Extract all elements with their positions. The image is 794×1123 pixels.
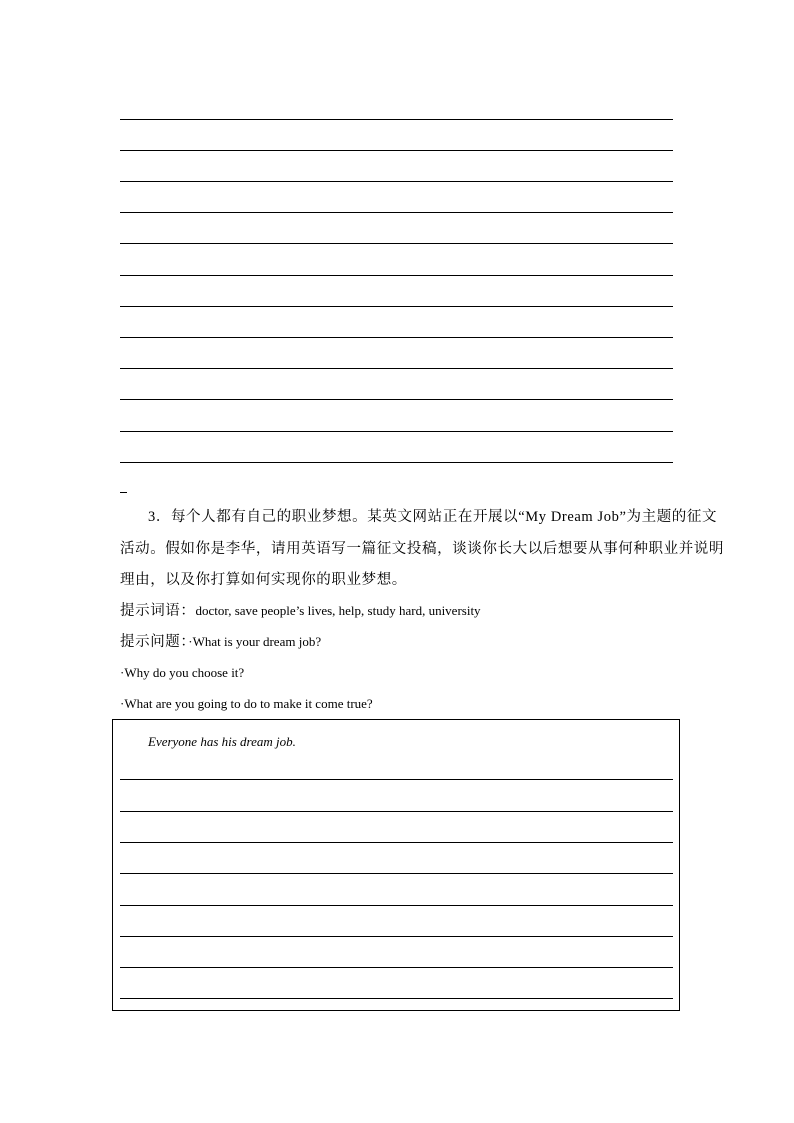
answer-line[interactable]	[120, 936, 673, 937]
keywords-text: doctor, save people’s lives, help, study hard, university	[195, 603, 481, 618]
writing-line	[120, 399, 673, 400]
answer-line[interactable]	[120, 842, 673, 843]
question-number: 3．	[148, 509, 171, 525]
writing-line	[120, 150, 673, 151]
question-prompt-line-3: 理由，以及你打算如何实现你的职业梦想。	[120, 572, 407, 588]
answer-line[interactable]	[120, 811, 673, 812]
writing-line	[120, 181, 673, 182]
writing-line	[120, 119, 673, 120]
hint-question-2: ·Why do you choose it?	[120, 665, 245, 680]
keywords-line	[120, 601, 481, 621]
writing-line	[120, 368, 673, 369]
answer-line[interactable]	[120, 967, 673, 968]
hint-question-3: ·What are you going to do to make it come true?	[120, 696, 373, 711]
answer-line[interactable]	[120, 998, 673, 999]
prompt-text-1: 每个人都有自己的职业梦想。某英文网站正在开展以“My Dream Job”为主题的征文	[170, 509, 718, 525]
writing-line	[120, 212, 673, 213]
answer-line[interactable]	[120, 905, 673, 906]
hint-question-text-1: ·What is your dream job?	[188, 634, 322, 649]
writing-line	[120, 243, 673, 244]
hint-question-1	[120, 632, 321, 652]
answer-line[interactable]	[120, 873, 673, 874]
writing-line	[120, 275, 673, 276]
keywords-label: 提示词语：	[120, 603, 196, 619]
short-dash	[120, 492, 127, 493]
essay-starter: Everyone has his dream job.	[148, 734, 296, 749]
writing-line	[120, 306, 673, 307]
question-prompt-line-1	[148, 507, 717, 527]
answer-line[interactable]	[120, 779, 673, 780]
question-prompt-line-2: 活动。假如你是李华，请用英语写一篇征文投稿，谈谈你长大以后想要从事何种职业并说明	[120, 541, 724, 557]
writing-line	[120, 431, 673, 432]
writing-line	[120, 462, 673, 463]
writing-line	[120, 337, 673, 338]
questions-label: 提示问题：	[120, 634, 189, 650]
